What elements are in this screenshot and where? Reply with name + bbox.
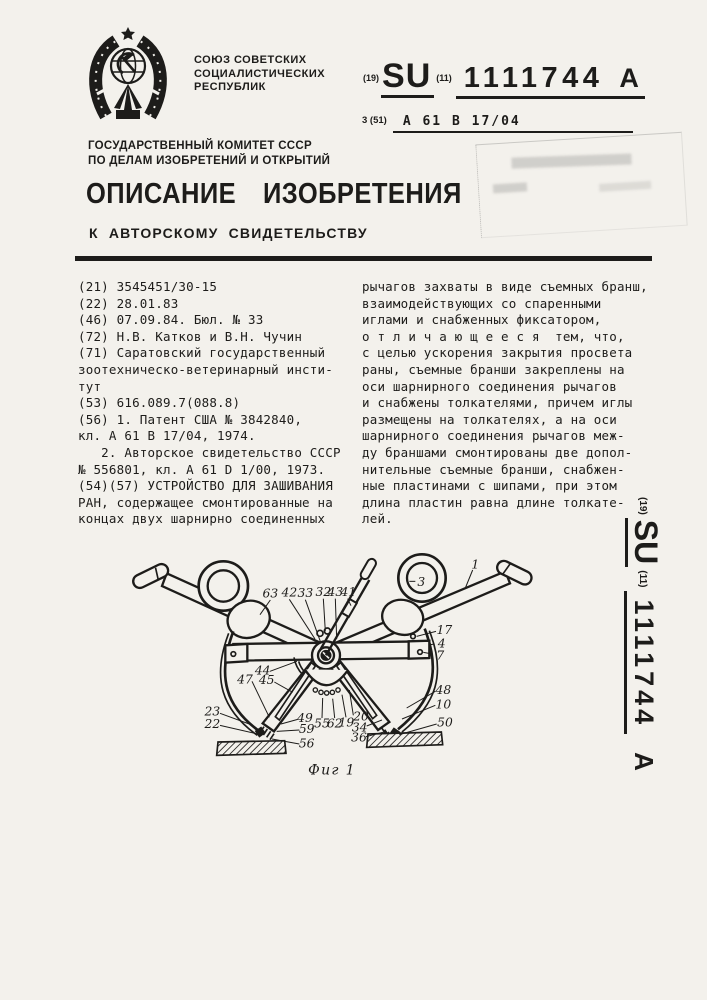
ipc-edition: 3 (51) <box>362 115 387 126</box>
committee-name: ГОСУДАРСТВЕННЫЙ КОМИТЕТ СССР ПО ДЕЛАМ ИЗОБРЕТЕНИЙ И ОТКРЫТИЙ <box>88 140 331 167</box>
figure-label: 19 <box>338 715 355 730</box>
figure-label: 22 <box>204 717 221 731</box>
figure-label: 23 <box>204 704 221 719</box>
patent-figure <box>116 544 592 786</box>
biblio-column: (21) 3545451/30-15 (22) 28.01.83 (46) 07.09.84. Бюл. № 33 (72) Н.В. Катков и В.Н. Чучин (71) Саратовский государственный зоотехническо-ветеринарный инсти- тут (53) 616.089.7(088.8) (56) 1. Патент США № 3842840, кл. А 61 В 17/04, 1974. 2. Авторское свидетельство СССР № 556801, кл. А 61 D 1/00, 1973. (54)(57) УСТРОЙСТВО ДЛЯ ЗАШИВАНИЯ РАН, содержащее смонтированные на концах двух шарнирно соединенных <box>78 279 341 527</box>
stamp-mark <box>599 181 651 192</box>
figure-label: 33 <box>297 586 314 600</box>
claims-column: рычагов захваты в виде съемных бранш, взаимодействующих со спаренными иглами и снабженных фиксатором, о т л и ч а ю щ е е с я тем, что, с целью ускорения закрытия просвета раны, съемные бранши закреплены на оси шарнирного соединения рычагов и снабжены толкателями, причем иглы размещены на толкателях, а на оси шарнирного соединения рычагов меж- ду браншами смонтированы две допол- нительные съемные бранши, снабжен- ные пластинами с шипами, при этом длина пластин равна длине толкате- лей. <box>362 279 648 527</box>
figure-label: 49 <box>297 711 313 725</box>
stamp-mark <box>493 182 527 193</box>
figure-label: 20 <box>353 709 369 724</box>
figure-label: 48 <box>435 683 452 697</box>
figure-label: 43 <box>327 585 344 599</box>
document-subtitle: К АВТОРСКОМУ СВИДЕТЕЛЬСТВУ <box>89 225 368 241</box>
figure-label: 10 <box>435 697 452 712</box>
code19-label: (19) <box>363 73 380 83</box>
figure-label: 4 <box>437 636 446 651</box>
figure-label: 62 <box>326 716 343 731</box>
figure-label: 42 <box>281 585 298 600</box>
ussr-emblem-icon <box>82 26 174 122</box>
library-stamp <box>475 132 687 238</box>
figure-label: 41 <box>340 585 357 599</box>
figure-label: 32 <box>315 585 332 599</box>
figure-caption: Фиг 1 <box>308 762 356 779</box>
edge-publication-code: $^{(19)}$SU$^{(11)}$1111744A <box>627 497 664 771</box>
kind-code: A <box>619 63 639 93</box>
figure-label: 45 <box>258 673 275 687</box>
figure-label: 50 <box>437 715 453 730</box>
figure-label: 34 <box>351 720 368 735</box>
figure-label: 63 <box>262 586 279 601</box>
document-title: ОПИСАНИЕ ИЗОБРЕТЕНИЯ <box>86 178 462 210</box>
figure-label: 56 <box>298 736 315 751</box>
ipc-classification <box>362 112 633 130</box>
stamp-mark <box>511 153 631 168</box>
country-code: SU <box>381 57 434 98</box>
publication-code <box>363 57 645 96</box>
figure-label: 59 <box>298 722 315 736</box>
figure-label: 36 <box>351 730 367 745</box>
figure-label: 55 <box>314 716 330 731</box>
ipc-class: А 61 В 17/04 <box>393 114 633 133</box>
figure-label: 47 <box>237 672 253 687</box>
figure-label: 44 <box>254 663 271 678</box>
header-rule <box>75 256 652 261</box>
figure-label: 7 <box>436 648 445 663</box>
publication-number: 1111744 A <box>456 62 645 99</box>
figure-label: 3 <box>417 575 426 589</box>
union-name: СОЮЗ СОВЕТСКИХ СОЦИАЛИСТИЧЕСКИХ РЕСПУБЛИК <box>194 54 326 93</box>
figure-label: 1 <box>471 557 480 572</box>
code11-label: (11) <box>436 73 452 83</box>
figure-label: 17 <box>436 623 453 637</box>
